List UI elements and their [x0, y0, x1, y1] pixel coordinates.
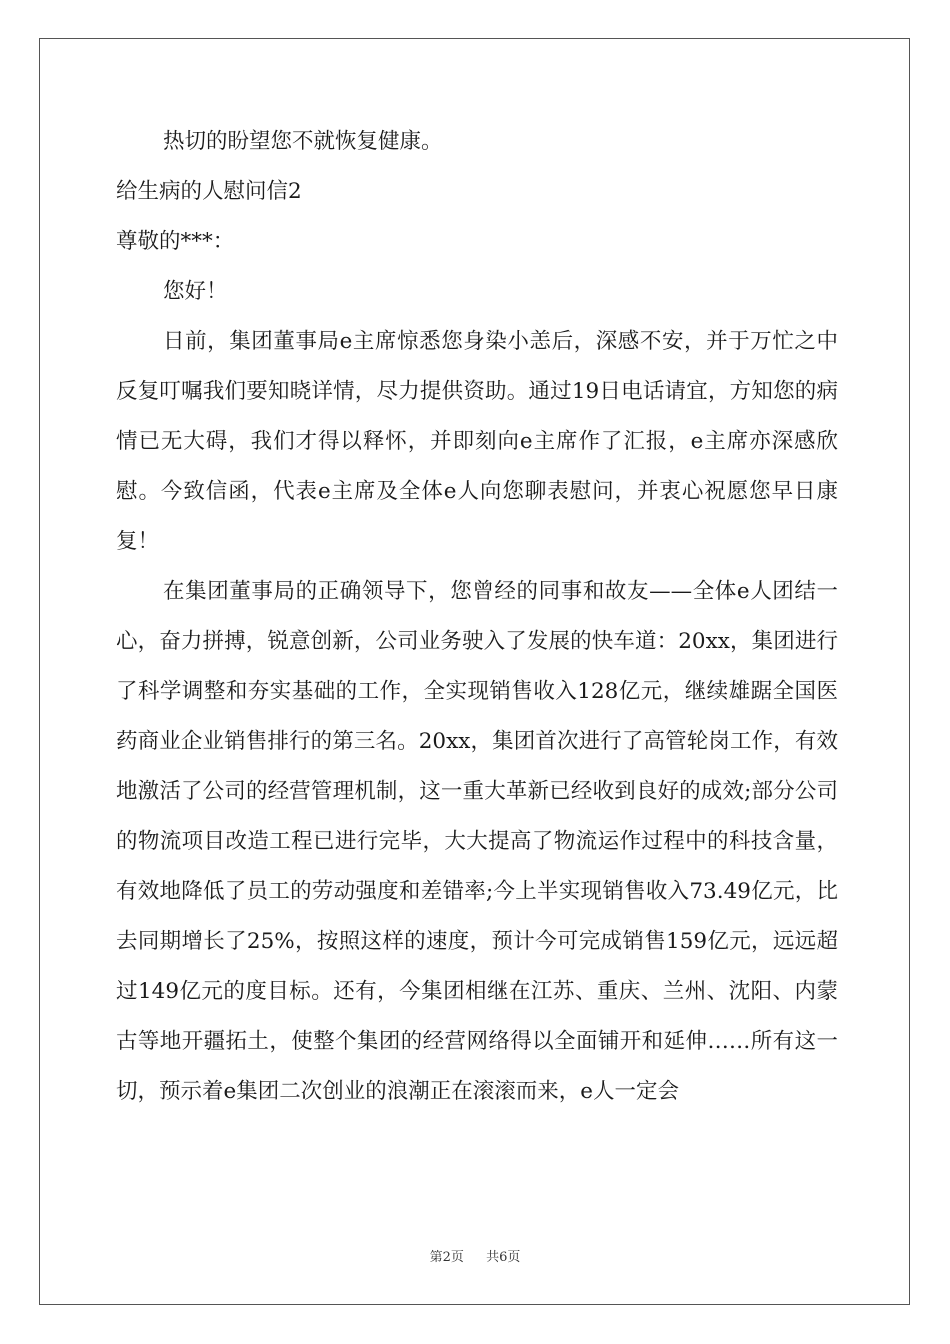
salutation-line: 尊敬的***： [116, 229, 235, 254]
page-footer [0, 1250, 950, 1266]
letter-title: 给生病的人慰问信2 [116, 179, 302, 204]
paragraph: 日前，集团董事局e主席惊悉您身染小恙后，深感不安，并于万忙之中反复叮嘱我们要知晓详情，尽力提供资助。通过19日电话请宜，方知您的病情已无大碍，我们才得以释怀，并即刻向e主席作了汇报，e主席亦深感欣慰。今致信函，代表e主席及全体e人向您聊表慰问，并衷心祝愿您早日康复！ [116, 329, 838, 554]
closing-wish-line: 热切的盼望您不就恢复健康。 [163, 129, 443, 154]
greeting-line: 您好！ [163, 279, 228, 304]
document-body [116, 127, 838, 1117]
page-total: 共6页 [486, 1250, 521, 1265]
paragraph: 在集团董事局的正确领导下，您曾经的同事和故友——全体e人团结一心，奋力拼搏，锐意创新，公司业务驶入了发展的快车道：20xx，集团进行了科学调整和夯实基础的工作，全实现销售收入128亿元，继续雄踞全国医药商业企业销售排行的第三名。20xx，集团首次进行了高管轮岗工作，有效地激活了公司的经营管理机制，这一重大革新已经收到良好的成效;部分公司的物流项目改造工程已进行完毕，大大提高了物流运作过程中的科技含量，有效地降低了员工的劳动强度和差错率;今上半实现销售收入73.49亿元，比去同期增长了25%，按照这样的速度，预计今可完成销售159亿元，远远超过149亿元的度目标。还有，今集团相继在江苏、重庆、兰州、沈阳、内蒙古等地开疆拓土，使整个集团的经营网络得以全面铺开和延伸……所有这一切，预示着e集团二次创业的浪潮正在滚滚而来，e人一定会 [116, 579, 838, 1104]
page-number: 第2页 [429, 1250, 464, 1265]
paragraph-block [116, 317, 838, 1117]
